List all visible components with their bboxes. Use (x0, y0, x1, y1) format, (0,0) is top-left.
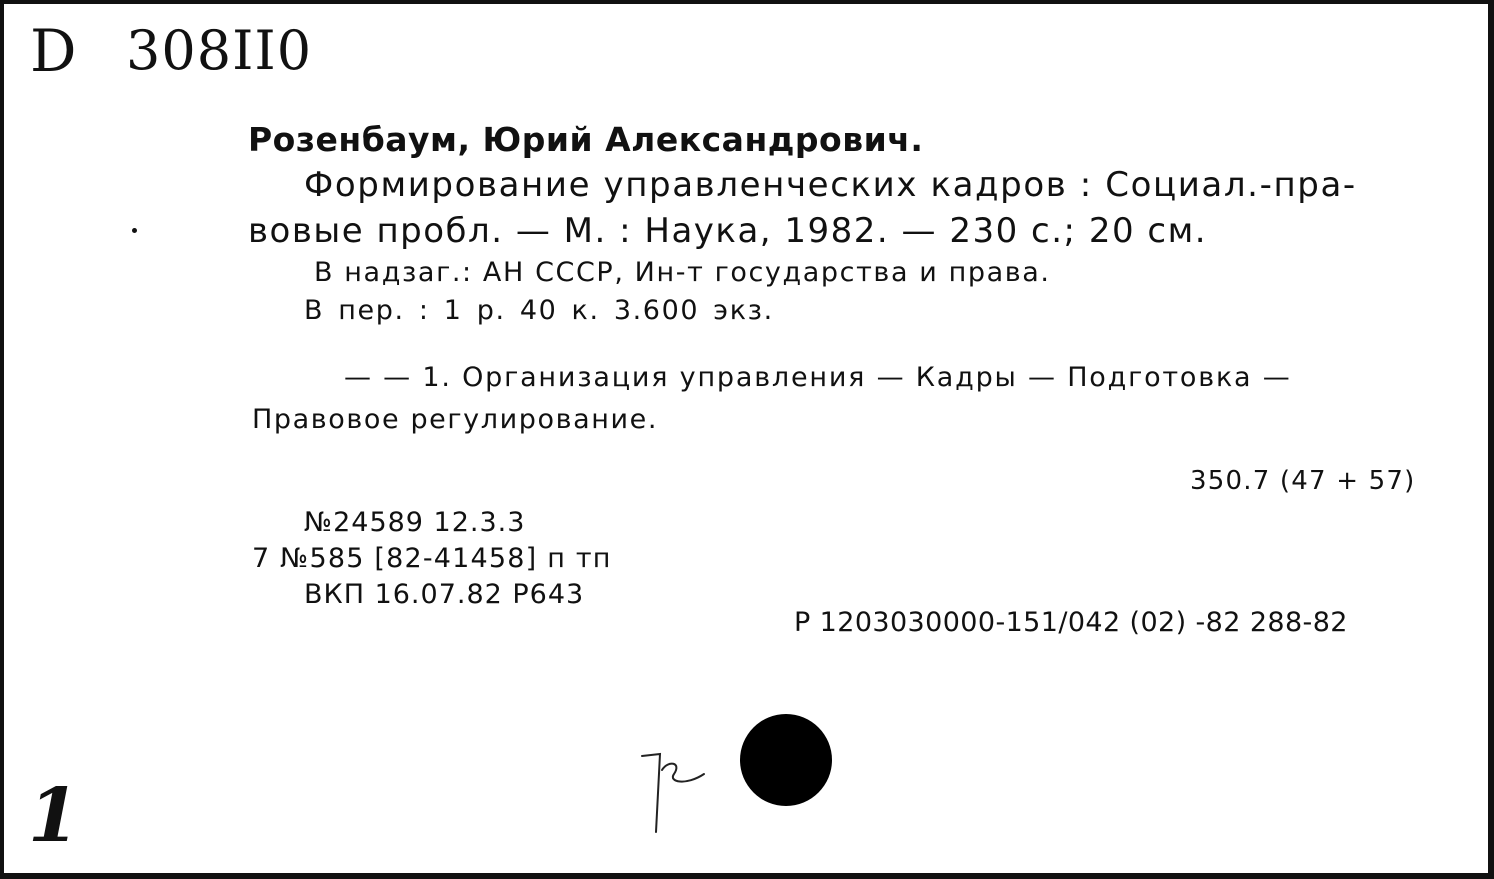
title-line-2: вовые пробл. — М. : Наука, 1982. — 230 с.; 20 см. (248, 211, 1208, 251)
black-dot-mark (740, 714, 832, 806)
author-heading: Розенбаум, Юрий Александрович. (248, 120, 924, 159)
stamp-letter: D (30, 17, 77, 85)
stamp-number: 308II0 (126, 19, 313, 82)
meta-line-1: №24589 12.3.3 (304, 507, 526, 538)
classification-index: 350.7 (47 + 57) (1190, 466, 1416, 496)
meta-line-3: ВКП 16.07.82 Р643 (304, 579, 585, 610)
meta-line-2: 7 №585 [82-41458] п тп (252, 543, 612, 574)
price-run-info: В пер. : 1 р. 40 к. 3.600 экз. (304, 295, 774, 326)
pencil-mark-icon (634, 744, 714, 834)
title-line-1: Формирование управленческих кадров : Социал.-пра- (304, 165, 1357, 205)
handwritten-mark: 1 (28, 773, 80, 859)
ink-speck (132, 228, 137, 233)
subject-line-2: Правовое регулирование. (252, 404, 659, 435)
publisher-code: Р 1203030000-151/042 (02) -82 288-82 (794, 607, 1348, 638)
subject-line-1: — — 1. Организация управления — Кадры — Подготовка — (344, 362, 1292, 393)
header-note: В надзаг.: АН СССР, Ин-т государства и права. (314, 257, 1051, 288)
